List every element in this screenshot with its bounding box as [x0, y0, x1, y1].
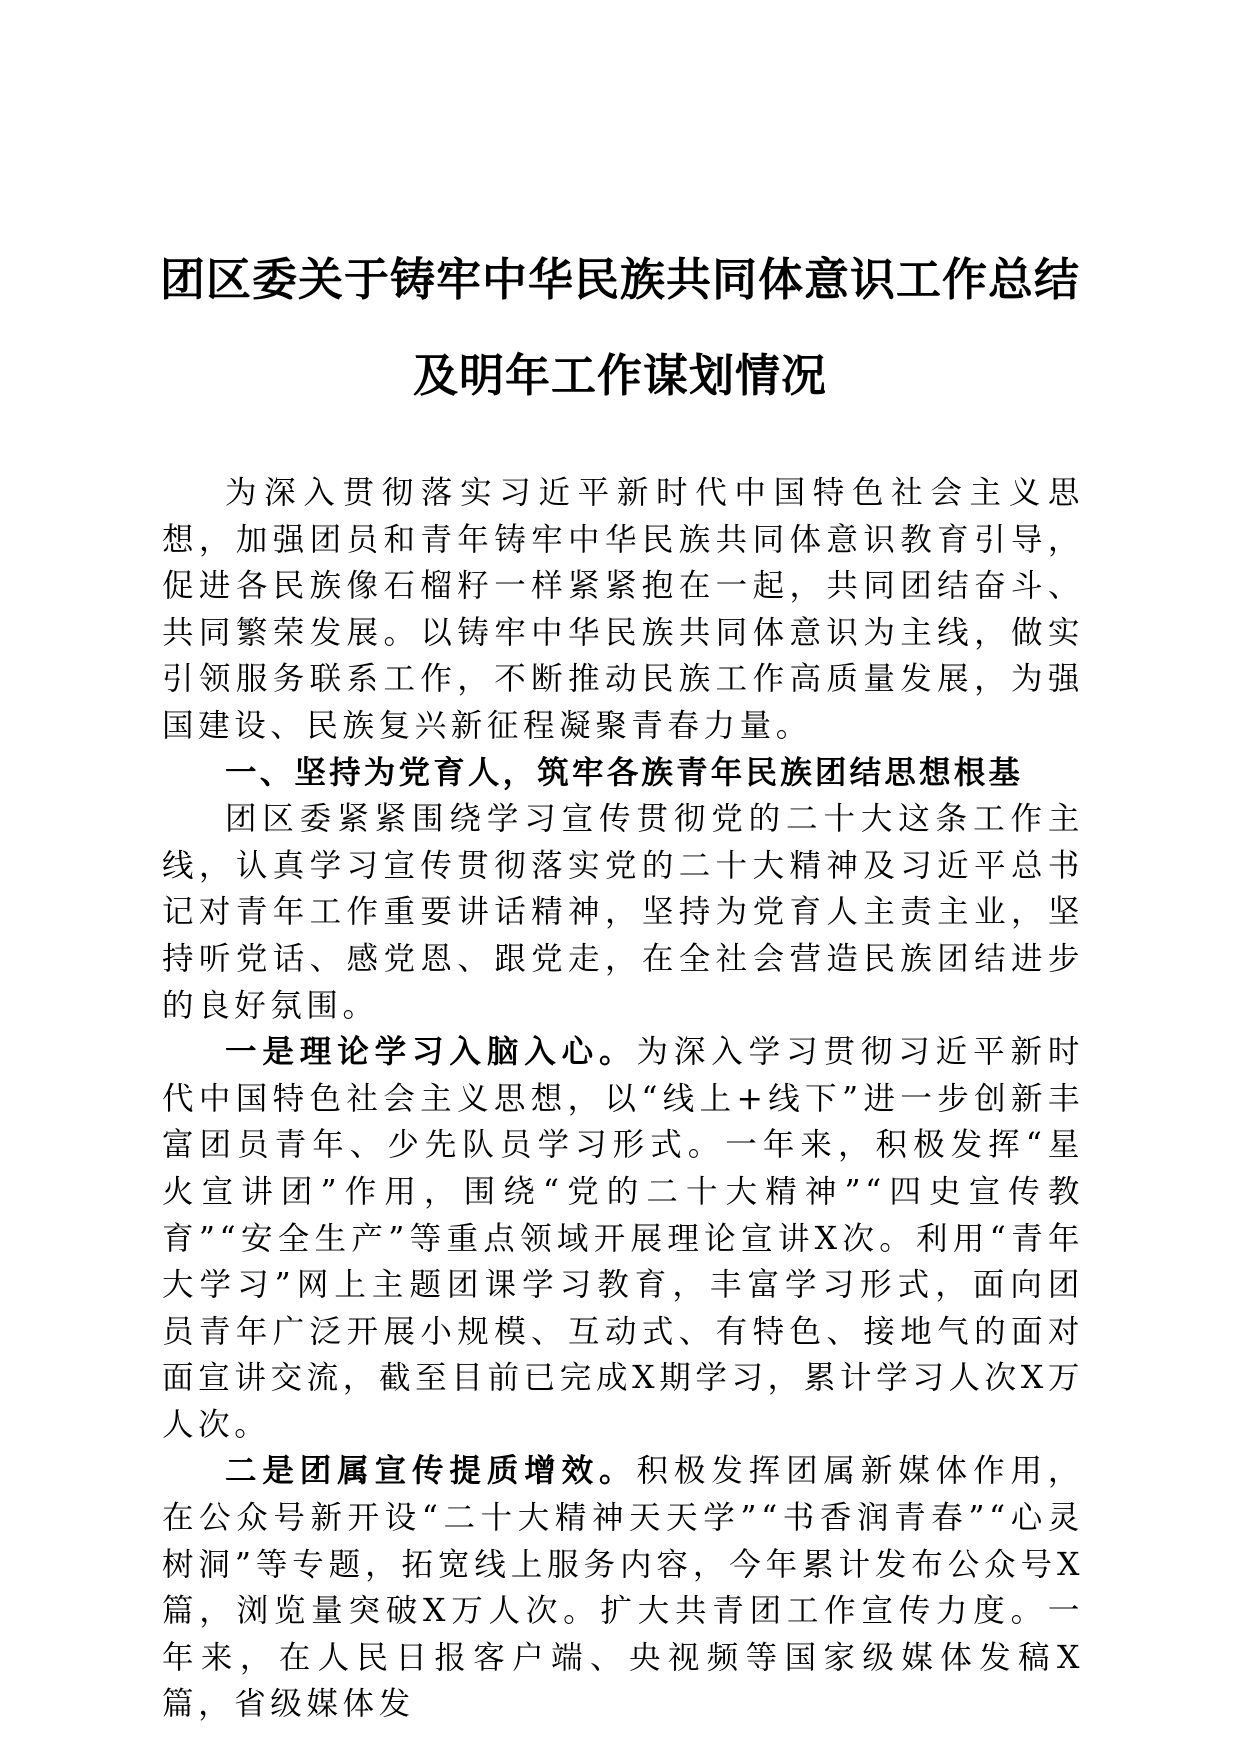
- item-1-text: 为深入学习贯彻习近平新时代中国特色社会主义思想，以“线上+线下”进一步创新丰富团员青年、少先队员学习形式。一年来，积极发挥“星火宣讲团”作用，围绕“党的二十大精神”“四史宣传教育”“安全生产”等重点领域开展理论宣讲X次。利用“青年大学习”网上主题团课学习教育，丰富学习形式，面向团员青年广泛开展小规模、互动式、有特色、接地气的面对面宣讲交流，截至目前已完成X期学习，累计学习人次X万人次。: [162, 1034, 1084, 1443]
- section-1-heading: 一、坚持为党育人，筑牢各族青年民族团结思想根基: [225, 754, 1024, 791]
- item-2-paragraph: [162, 1448, 1084, 1728]
- item-1-paragraph: [162, 1029, 1084, 1448]
- document-body: [162, 470, 1084, 1728]
- section-1-paragraph: 团区委紧紧围绕学习宣传贯彻党的二十大这条工作主线，认真学习宣传贯彻落实党的二十大精神及习近平总书记对青年工作重要讲话精神，坚持为党育人主责主业，坚持听党话、感党恩、跟党走，在全社会营造民族团结进步的良好氛围。: [162, 801, 1084, 1024]
- item-2-lead: 二是团属宣传提质增效。: [225, 1452, 637, 1490]
- item-2-text: 积极发挥团属新媒体作用，在公众号新开设“二十大精神天天学”“书香润青春”“心灵树洞”等专题，拓宽线上服务内容，今年累计发布公众号X篇，浏览量突破X万人次。扩大共青团工作宣传力度。一年来，在人民日报客户端、央视频等国家级媒体发稿X篇，省级媒体发: [162, 1453, 1084, 1723]
- title-line-1: 团区委关于铸牢中华民族共同体意识工作总结: [159, 253, 1080, 306]
- title-line-2: 及明年工作谋划情况: [412, 349, 827, 402]
- intro-paragraph: 为深入贯彻落实习近平新时代中国特色社会主义思想，加强团员和青年铸牢中华民族共同体意识教育引导，促进各民族像石榴籽一样紧紧抱在一起，共同团结奋斗、共同繁荣发展。以铸牢中华民族共同体意识为主线，做实引领服务联系工作，不断推动民族工作高质量发展，为强国建设、民族复兴新征程凝聚青春力量。: [162, 475, 1084, 744]
- document-title: [140, 232, 1100, 424]
- item-1-lead: 一是理论学习入脑入心。: [225, 1033, 637, 1071]
